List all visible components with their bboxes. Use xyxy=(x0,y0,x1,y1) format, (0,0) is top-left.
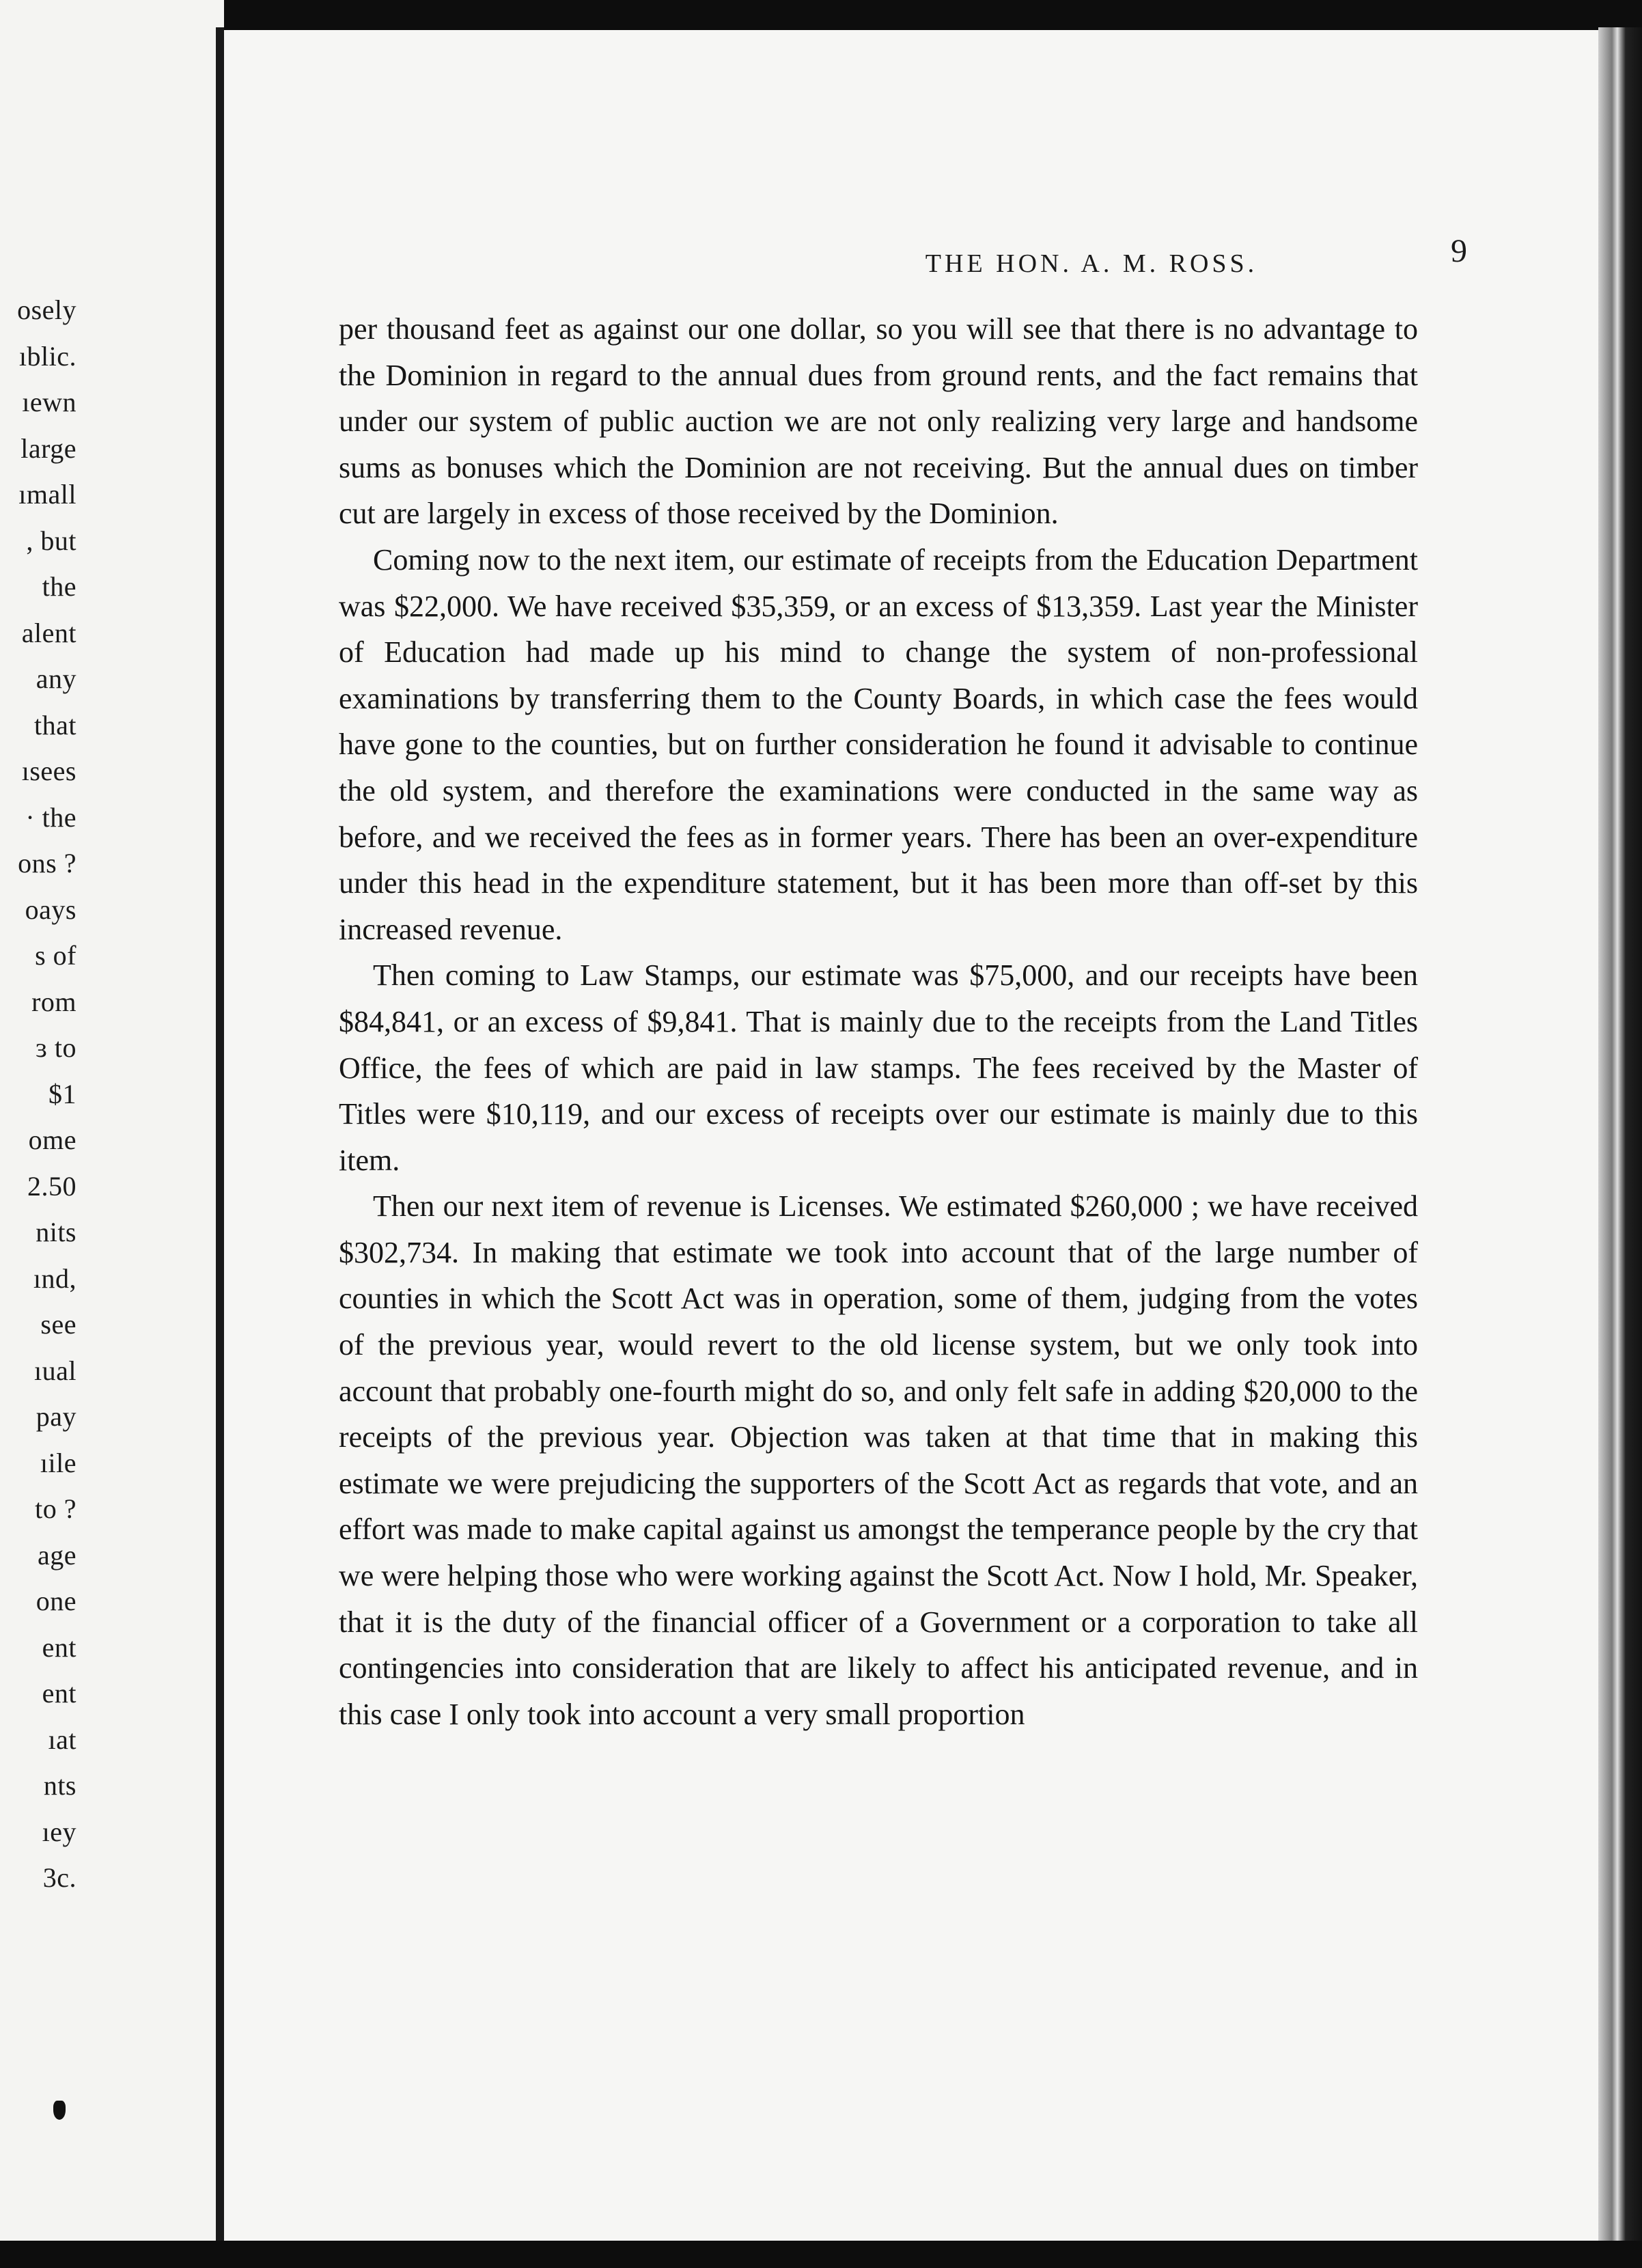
facing-page-line: pay xyxy=(36,1401,76,1432)
facing-page-line: oays xyxy=(25,894,76,925)
facing-page-line: osely xyxy=(17,294,76,325)
facing-page-line: ınd, xyxy=(33,1262,76,1294)
facing-page-line: see xyxy=(40,1309,76,1340)
facing-page xyxy=(0,0,224,2268)
facing-page-line: nts xyxy=(43,1770,76,1801)
book-page xyxy=(224,30,1631,2241)
facing-page-line: ısees xyxy=(21,756,76,786)
page-edge-right xyxy=(1598,27,1642,2254)
facing-page-line: s of xyxy=(35,940,76,971)
facing-page-line: 2.50 xyxy=(27,1170,76,1202)
facing-page-line: $1 xyxy=(48,1078,76,1109)
facing-page-line: any xyxy=(36,663,76,694)
running-head: THE HON. A. M. ROSS. xyxy=(925,249,1258,278)
facing-page-line: ıile xyxy=(40,1447,76,1478)
facing-page-line: ıewn xyxy=(22,387,76,417)
facing-page-text xyxy=(0,287,76,1901)
facing-page-line: age xyxy=(37,1539,76,1571)
ink-mark xyxy=(53,2101,66,2120)
facing-page-line: nits xyxy=(36,1217,76,1247)
facing-page-line: ɜ to xyxy=(36,1032,76,1063)
facing-page-line: ıblic. xyxy=(18,340,76,372)
facing-page-line: ıat xyxy=(48,1724,76,1755)
facing-page-line: ıey xyxy=(42,1816,76,1847)
facing-page-line: ons ? xyxy=(18,848,76,879)
facing-page-line: that xyxy=(34,709,76,741)
page-body xyxy=(339,306,1418,1737)
facing-page-line: alent xyxy=(21,617,76,648)
facing-page-line: one xyxy=(36,1586,76,1616)
facing-page-line: large xyxy=(20,432,76,464)
facing-page-line: ıual xyxy=(34,1355,76,1386)
facing-page-line: to ? xyxy=(35,1493,76,1524)
paragraph: Then coming to Law Stamps, our estimate was $75,000, and our receipts have been $84,841, or an excess of $9,841. That is mainly due to the receipts from the Land Titles Office, the fees of which are paid in law stamps. The fees received by the Master of Titles were $10,119, and our excess of receipts over our estimate is mainly due to this item. xyxy=(339,958,1418,1177)
paragraph: Coming now to the next item, our estimate of receipts from the Education Department was $22,000. We have received $35,359, or an excess of $13,359. Last year the Minister of Education had made up his mind to change the system of non-professional examinations by transferring them to the County Boards, in which case the fees would have gone to the counties, but on further consideration he found it advisable to continue the old system, and therefore the examinations were conducted in the same way as before, and we received the fees as in former years. There has been an over-expenditure under this head in the expenditure statement, but it has been more than off-set by this increased revenue. xyxy=(339,542,1418,946)
facing-page-line: ent xyxy=(42,1631,76,1663)
page-gutter xyxy=(216,27,224,2241)
facing-page-line: rom xyxy=(31,986,76,1017)
facing-page-line: , but xyxy=(26,525,76,556)
facing-page-line: ent xyxy=(42,1678,76,1709)
scan-border-top xyxy=(0,0,1642,34)
facing-page-line: 3c. xyxy=(42,1862,76,1893)
page-number: 9 xyxy=(1451,233,1467,269)
facing-page-line: · the xyxy=(25,801,76,833)
facing-page-line: the xyxy=(42,571,76,602)
paragraph: per thousand feet as against our one dollar, so you will see that there is no advantage to the Dominion in regard to the annual dues from ground rents, and the fact remains that under our system of public auction we are not only realizing very large and handsome sums as bonuses which the Dominion are not receiving. But the annual dues on timber cut are largely in excess of those received by the Dominion. xyxy=(339,312,1418,531)
facing-page-line: ome xyxy=(28,1124,76,1155)
scan-border-bottom xyxy=(0,2241,1642,2268)
facing-page-line: ımall xyxy=(18,479,76,510)
paragraph: Then our next item of revenue is Licenses. We estimated $260,000 ; we have received $302,734. In making that estimate we took into account that of the large number of counties in which the Scott Act was in operation, some of them, judging from the votes of the previous year, would revert to the old license system, but we only took into account that probably one-fourth might do so, and only felt safe in adding $20,000 to the receipts of the previous year. Objection was taken at that time that in making this estimate we were prejudicing the supporters of the Scott Act as regards that vote, and an effort was made to make capital against us amongst the temperance people by the cry that we were helping those who were working against the Scott Act. Now I hold, Mr. Speaker, that it is the duty of the financial officer of a Government or a corporation to take all contingencies into consideration that are likely to affect his anticipated revenue, and in this case I only took into account a very small proportion xyxy=(339,1189,1418,1731)
